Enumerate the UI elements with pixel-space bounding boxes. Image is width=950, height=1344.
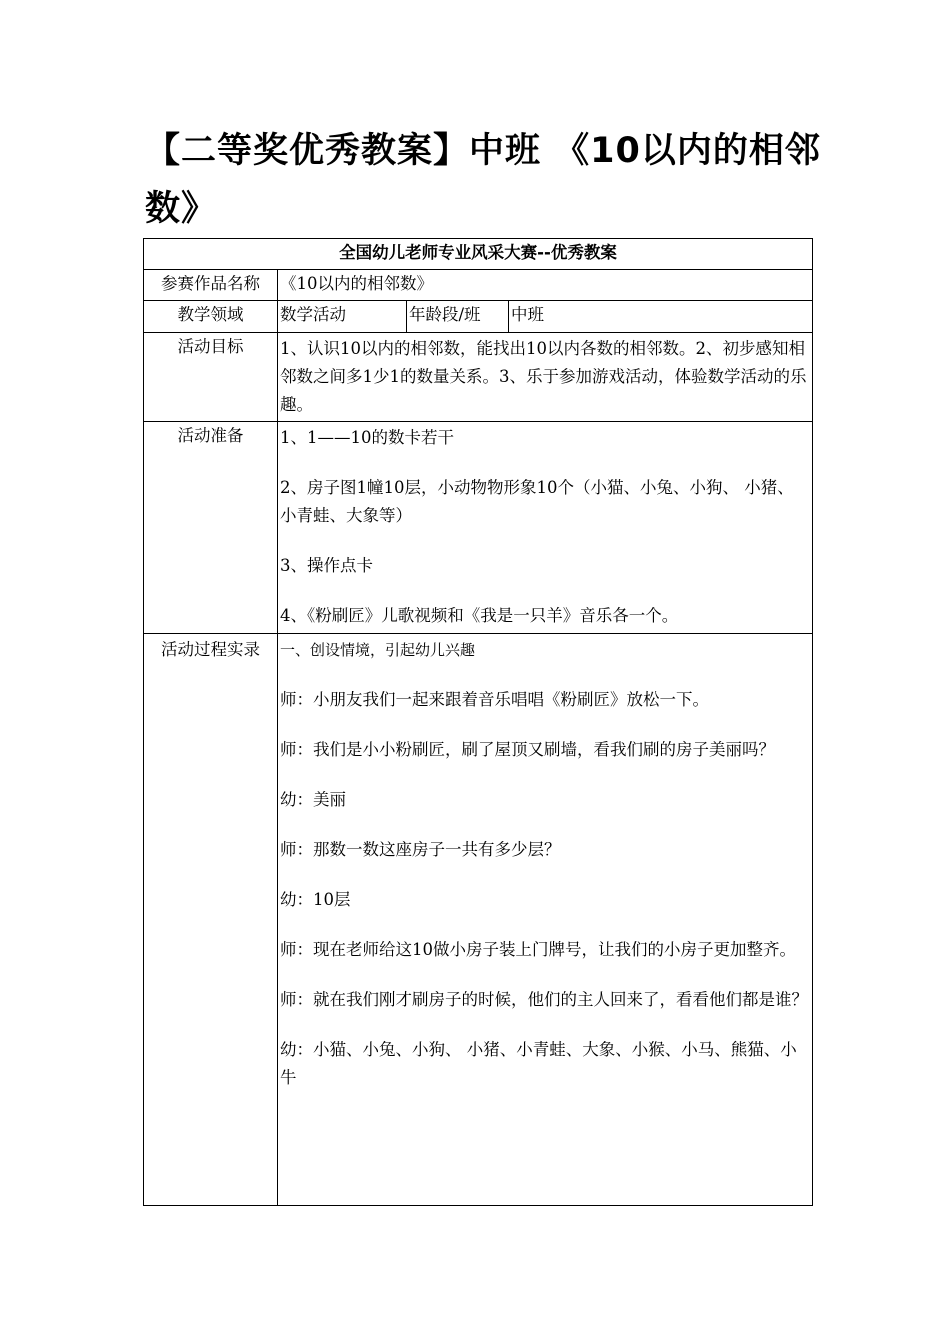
process-item: 幼：美丽 [280,790,346,809]
prep-item: 1、1——10的数卡若干 [280,428,454,447]
process-item: 幼：10层 [280,890,351,909]
prep-item: 2、房子图1幢10层，小动物物形象10个（小猫、小兔、小狗、 小猪、小青蛙、大象等） [280,478,794,525]
lesson-plan-table [143,238,813,1206]
prep-cell [278,422,813,634]
table-header-row [144,239,813,270]
process-item: 师：就在我们刚才刷房子的时候，他们的主人回来了，看看他们都是谁？ [280,990,808,1009]
prep-row [144,422,813,634]
work-name-label: 参赛作品名称 [144,270,278,301]
process-item: 一、创设情境，引起幼儿兴趣 [280,641,476,659]
domain-label: 教学领域 [144,301,278,333]
process-item: 师：小朋友我们一起来跟着音乐唱唱《粉刷匠》放松一下。 [280,690,709,709]
process-cell [278,634,813,1206]
goal-row [144,333,813,422]
age-label: 年龄段/班 [407,301,509,333]
process-label: 活动过程实录 [144,634,278,1206]
process-item: 幼：小猫、小兔、小狗、 小猪、小青蛙、大象、小猴、小马、熊猫、小牛 [280,1040,797,1087]
goal-label: 活动目标 [144,333,278,422]
goal-text: 1、认识10以内的相邻数，能找出10以内各数的相邻数。2、初步感知相邻数之间多1少1的数量关系。3、乐于参加游戏活动，体验数学活动的乐趣。 [278,333,813,422]
domain-row [144,301,813,333]
prep-label: 活动准备 [144,422,278,634]
work-name-value: 《10以内的相邻数》 [278,270,813,301]
prep-item: 4、《粉刷匠》儿歌视频和《我是一只羊》音乐各一个。 [280,606,679,625]
work-name-row [144,270,813,301]
process-item: 师：我们是小小粉刷匠，刷了屋顶又刷墙，看我们刷的房子美丽吗？ [280,740,775,759]
table-header: 全国幼儿老师专业风采大赛--优秀教案 [144,239,813,270]
age-value: 中班 [509,301,813,333]
process-item: 师：现在老师给这10做小房子装上门牌号，让我们的小房子更加整齐。 [280,940,796,959]
domain-value: 数学活动 [278,301,407,333]
document-title: 【二等奖优秀教案】中班 《10以内的相邻数》 [145,131,821,229]
process-row [144,634,813,1206]
prep-item: 3、操作点卡 [280,556,373,575]
process-item: 师：那数一数这座房子一共有多少层？ [280,840,561,859]
